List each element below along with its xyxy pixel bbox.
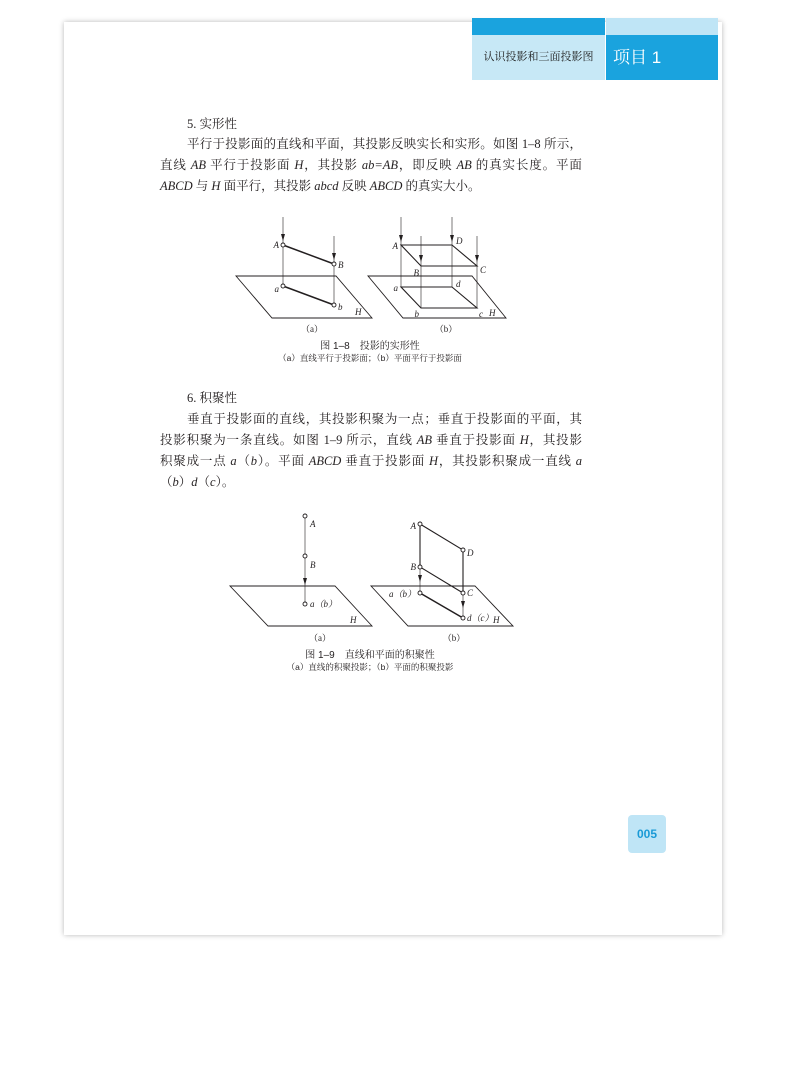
paragraph xyxy=(160,409,582,493)
text-run: ） xyxy=(178,475,192,489)
text-run: ）。平面 xyxy=(257,454,309,468)
arrow-down-icon xyxy=(303,578,307,585)
text-run: 垂直于投影面 xyxy=(432,433,520,447)
label-B: B xyxy=(310,560,316,570)
point-B xyxy=(332,262,336,266)
line-AB xyxy=(283,245,334,264)
italic-term: H xyxy=(519,433,529,447)
italic-term: AB xyxy=(416,433,433,447)
italic-term: a xyxy=(575,454,582,468)
figure-1-9a-line-perpendicular xyxy=(230,514,372,626)
subfigure-tag: （b） xyxy=(434,324,458,334)
plane-ABCD xyxy=(420,524,463,593)
italic-term: b xyxy=(172,475,179,489)
italic-term: abcd xyxy=(314,179,339,193)
paragraph-line xyxy=(160,472,582,493)
arrow-down-icon xyxy=(399,235,403,242)
italic-term: AB xyxy=(190,158,207,172)
label-H: H xyxy=(355,307,362,317)
text-run: 的真实大小。 xyxy=(402,179,481,193)
point-b xyxy=(332,303,336,307)
section-heading: 5. 实形性 xyxy=(187,117,238,131)
text-run: ，即反映 xyxy=(398,158,457,172)
header-accent-block xyxy=(472,18,605,35)
figure-subcaption: （a）直线平行于投影面；（b）平面平行于投影面 xyxy=(278,353,462,363)
italic-term: H xyxy=(294,158,304,172)
figure-caption: 图 1–9 直线和平面的积聚性 xyxy=(305,650,435,661)
figure-subcaption: （a）直线的积聚投影；（b）平面的积聚投影 xyxy=(286,662,454,672)
point-B xyxy=(303,554,307,558)
text-run: （ xyxy=(160,475,173,489)
label-H: H xyxy=(350,615,357,625)
label-B: B xyxy=(413,268,419,278)
figure-caption: 图 1–8 投影的实形性 xyxy=(320,341,420,352)
label-C: C xyxy=(467,588,474,598)
label-d-c: d（c） xyxy=(467,613,494,623)
text-run: 平行于投影面 xyxy=(206,158,295,172)
subfigure-tag: （b） xyxy=(442,633,466,643)
text-run: 面平行，其投影 xyxy=(220,179,315,193)
header-accent-block xyxy=(606,18,718,35)
label-b: b xyxy=(338,302,343,312)
text-run: 垂直于投影面的直线，其投影积聚为一点；垂直于投影面的平面，其 xyxy=(187,412,582,426)
plane-ABCD xyxy=(401,245,477,266)
label-a-b: a（b） xyxy=(310,599,338,609)
text-run: 直线 xyxy=(160,158,191,172)
italic-term: ABCD xyxy=(308,454,342,468)
italic-term: ABCD xyxy=(369,179,403,193)
italic-term: H xyxy=(211,179,221,193)
subfigure-tag: （a） xyxy=(309,633,331,643)
figure-1-9b-plane-perpendicular xyxy=(371,521,513,626)
label-B: B xyxy=(338,260,344,270)
text-run: 的真实长度。平面 xyxy=(471,158,582,172)
project-label: 项目 1 xyxy=(606,35,718,80)
figure-1-9-diagram xyxy=(222,508,520,632)
text-run: ，其投影 xyxy=(528,433,582,447)
label-a-b: a（b） xyxy=(388,589,416,599)
plane-abcd-projection xyxy=(401,287,477,308)
paragraph-line xyxy=(160,155,582,176)
text-run: ）。 xyxy=(215,475,235,489)
page-number: 005 xyxy=(628,815,666,853)
italic-term: AB xyxy=(456,158,472,172)
line-ab-projection xyxy=(283,286,334,305)
point-A xyxy=(303,514,307,518)
arrow-down-icon xyxy=(418,575,422,582)
text-run: 反映 xyxy=(338,179,370,193)
paragraph-line xyxy=(160,451,582,472)
arrow-down-icon xyxy=(332,253,336,260)
point-C xyxy=(461,591,465,595)
section-heading: 6. 积聚性 xyxy=(187,391,238,405)
italic-term: a xyxy=(230,454,237,468)
text-run: 平行于投影面的直线和平面，其投影反映实长和实形。如图 1–8 所示， xyxy=(187,137,582,151)
projection-plane-h xyxy=(368,276,506,318)
italic-term: d xyxy=(191,475,198,489)
point-a-b xyxy=(418,591,422,595)
label-d: d xyxy=(456,279,461,289)
text-run: ，其投影积聚成一直线 xyxy=(438,454,576,468)
paragraph-line xyxy=(160,134,582,155)
label-a: a xyxy=(393,283,398,293)
label-A: A xyxy=(273,240,279,250)
line-projection xyxy=(420,593,463,618)
label-C: C xyxy=(480,265,487,275)
point-a xyxy=(281,284,285,288)
text-run: 积聚成一点 xyxy=(160,454,231,468)
figure-1-8b-plane-parallel xyxy=(368,217,506,319)
italic-term: b xyxy=(250,454,258,468)
label-D: D xyxy=(456,236,463,246)
text-run: （ xyxy=(236,454,251,468)
paragraph-line xyxy=(160,176,582,197)
paragraph xyxy=(160,134,582,197)
italic-term: H xyxy=(428,454,439,468)
label-H: H xyxy=(489,308,496,318)
arrow-down-icon xyxy=(419,255,423,262)
text-run: 投影积聚为一条直线。如图 1–9 所示，直线 xyxy=(160,433,417,447)
point-d-c xyxy=(461,616,465,620)
point-B xyxy=(418,565,422,569)
label-H: H xyxy=(493,615,500,625)
chapter-title: 认识投影和三面投影图 xyxy=(472,35,605,80)
text-run: 垂直于投影面 xyxy=(341,454,429,468)
label-a: a xyxy=(274,284,279,294)
arrow-down-icon xyxy=(450,235,454,242)
italic-term: c xyxy=(210,475,216,489)
label-A: A xyxy=(392,241,398,251)
arrow-down-icon xyxy=(475,255,479,262)
point-A xyxy=(418,522,422,526)
text-run: 与 xyxy=(192,179,212,193)
point-D xyxy=(461,548,465,552)
label-B: B xyxy=(410,562,416,572)
projection-plane-h xyxy=(236,276,372,318)
text-run: （ xyxy=(197,475,211,489)
label-A: A xyxy=(310,519,316,529)
figure-1-8-diagram xyxy=(225,210,515,325)
arrow-down-icon xyxy=(281,234,285,241)
label-A: A xyxy=(410,521,416,531)
point-a-b xyxy=(303,602,307,606)
figure-1-8a-line-parallel xyxy=(236,217,372,318)
text-run: ，其投影 xyxy=(303,158,362,172)
point-A xyxy=(281,243,285,247)
subfigure-tag: （a） xyxy=(301,324,323,334)
label-D: D xyxy=(467,548,474,558)
label-c: c xyxy=(479,309,483,319)
label-b: b xyxy=(414,309,419,319)
paragraph-line xyxy=(160,409,582,430)
italic-term: ABCD xyxy=(160,179,193,193)
paragraph-line xyxy=(160,430,582,451)
arrow-down-icon xyxy=(461,601,465,608)
italic-term: ab=AB xyxy=(361,158,399,172)
